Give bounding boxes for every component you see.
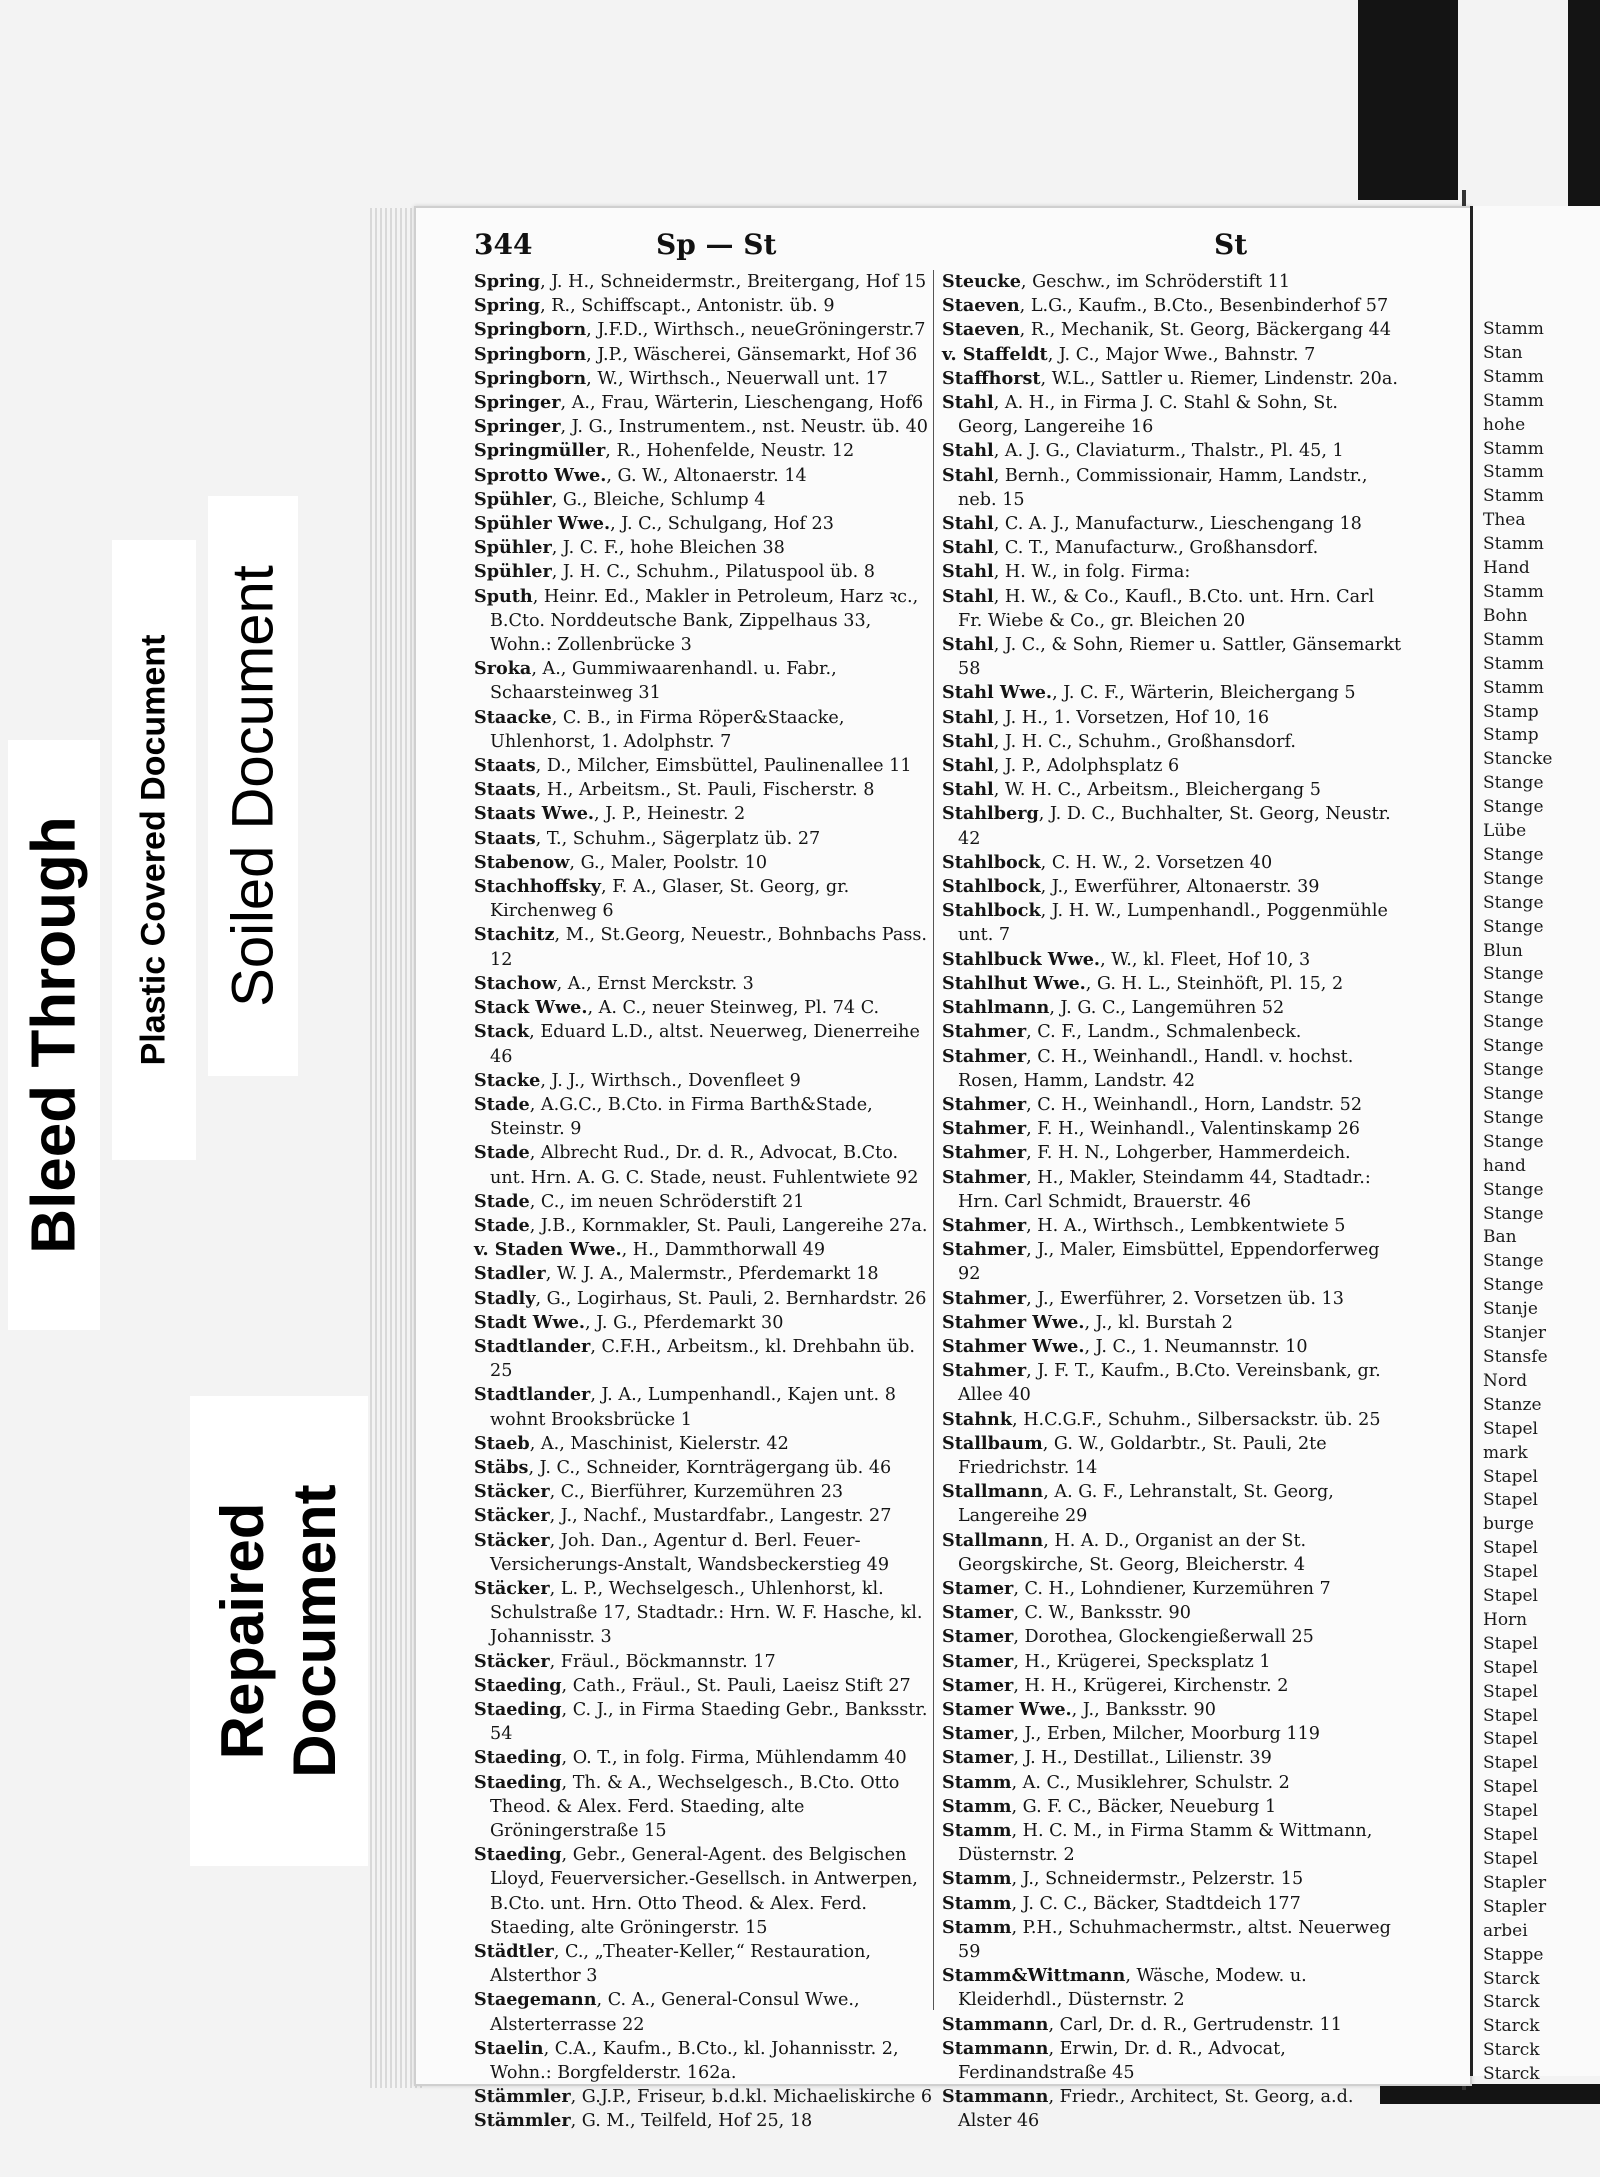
next-page-entry: Stamp [1483,725,1539,746]
directory-entry: Staeven, R., Mechanik, St. Georg, Bäckergang 44 [942,319,1392,341]
directory-entry: Stäcker, Fräul., Böckmannstr. 17 [474,1650,776,1672]
directory-entry: Sroka, A., Gummiwaarenhandl. u. Fabr., Schaarsteinweg 31 [474,658,837,704]
next-page-entry: Stamm [1483,629,1544,650]
directory-entry: Staats, H., Arbeitsm., St. Pauli, Fischerstr. 8 [474,779,875,801]
next-page-entry: Stange [1483,1275,1544,1296]
directory-entry: Stahl, C. T., Manufacturw., Großhansdorf. [942,537,1319,559]
next-page-entry: Stange [1483,1107,1544,1128]
directory-entry: Stamer, H., Krügerei, Specksplatz 1 [942,1650,1271,1672]
directory-entry: Stahmer, J., Maler, Eimsbüttel, Eppendorferweg 92 [942,1239,1380,1285]
next-page-entry: Stange [1483,1036,1544,1057]
directory-entry: Stahmer, C. H., Weinhandl., Handl. v. hochst. Rosen, Hamm, Landstr. 42 [942,1045,1354,1091]
next-page-entry: Stamm [1483,677,1544,698]
directory-entry: Stämmler, G. M., Teilfeld, Hof 25, 18 [474,2110,813,2132]
next-page-entry: Stange [1483,892,1544,913]
next-page-entry: Stapel [1483,1849,1538,1869]
next-page-entry: Stange [1483,988,1544,1009]
next-page-entry: Thea [1483,510,1526,531]
directory-entry: Stamer, C. W., Banksstr. 90 [942,1602,1191,1624]
directory-entry: Stachitz, M., St.Georg, Neuestr., Bohnbachs Pass. 12 [474,924,927,970]
directory-entry: Spring, R., Schiffscapt., Antonistr. üb. 9 [474,295,835,317]
directory-entry: Stahl, J. H. C., Schuhm., Großhansdorf. [942,730,1297,752]
next-page-entry: Stanjer [1483,1323,1547,1344]
next-page-entry: Stansfe [1483,1346,1548,1367]
label-repaired-text: Repaired Document [209,1484,348,1778]
next-page-entry: Stamm [1483,366,1544,387]
directory-entry: Stahlmann, J. G. C., Langemühren 52 [942,997,1285,1019]
directory-entry: Stahl, A. J. G., Claviaturm., Thalstr., Pl. 45, 1 [942,440,1344,462]
directory-entry: Stahmer, J., Ewerführer, 2. Vorsetzen üb. 13 [942,1287,1344,1309]
next-page-entry: mark [1483,1442,1528,1463]
directory-entry: Spring, J. H., Schneidermstr., Breitergang, Hof 15 [474,271,927,292]
next-page-entry: Stan [1483,342,1523,363]
directory-entry: Staelin, C.A., Kaufm., B.Cto., kl. Johannisstr. 2, Wohn.: Borgfelderstr. 162a. [474,2037,899,2084]
directory-entry: Springer, J. G., Instrumentem., nst. Neustr. üb. 40 [474,416,928,438]
next-page-entry: Horn [1483,1609,1528,1630]
next-page-entry: Starck [1483,2016,1540,2037]
next-page-entry: Stappe [1483,1944,1544,1965]
directory-entry: Stabenow, G., Maler, Poolstr. 10 [474,851,768,873]
next-page-entry: burge [1483,1514,1534,1535]
next-page-entry: Stange [1483,1012,1544,1033]
next-page-entry: Stange [1483,844,1544,865]
next-page-entry: Stange [1483,868,1544,889]
directory-page [414,206,1472,2132]
directory-entry: Stahl, J. C., & Sohn, Riemer u. Sattler, Gänsemarkt 58 [942,634,1402,680]
next-page-entry: Stapel [1483,1490,1538,1511]
directory-entry: Steucke, Geschw., im Schröderstift 11 [942,271,1291,292]
next-page-entry: Stapel [1483,1586,1538,1607]
directory-entry: Stahnk, H.C.G.F., Schuhm., Silbersackstr. üb. 25 [942,1408,1381,1430]
directory-entry: Stahmer, H., Makler, Steindamm 44, Stadtadr.: Hrn. Carl Schmidt, Brauerstr. 46 [942,1166,1371,1212]
directory-entry: Stadt Wwe., J. G., Pferdemarkt 30 [474,1311,784,1333]
next-page-entry: Stamm [1483,319,1544,339]
directory-entry: Springborn, J.F.D., Wirthsch., neueGröningerstr.7 [474,319,926,341]
directory-entry: Stahlbuck Wwe., W., kl. Fleet, Hof 10, 3 [942,948,1311,970]
directory-entry: Sputh, Heinr. Ed., Makler in Petroleum, Harz ꝛc., B.Cto. Norddeutsche Bank, Zippelhaus 33, Wohn.: Zollenbrücke 3 [474,585,919,656]
label-bleed-through [8,740,100,1330]
label-plastic-covered [112,540,196,1160]
page-header [474,228,1410,268]
directory-entry: Stachow, A., Ernst Merckstr. 3 [474,972,754,994]
next-page-entry: Stapel [1483,1825,1538,1846]
directory-entry: Stahl Wwe., J. C. F., Wärterin, Bleichergang 5 [942,682,1356,704]
label-repaired [190,1396,368,1866]
next-page-entry: Stange [1483,1251,1544,1272]
next-page-entry: Stange [1483,1084,1544,1104]
right-column-heading: St [1214,228,1248,261]
directory-entry: Staeding, Th. & A., Wechselgesch., B.Cto. Otto Theod. & Alex. Ferd. Staeding, alte Gröningerstraße 15 [474,1771,900,1841]
next-page-entry: Stapel [1483,1633,1538,1654]
directory-entry: Stadly, G., Logirhaus, St. Pauli, 2. Bernhardstr. 26 [474,1287,927,1309]
directory-entry: Stamer, J. H., Destillat., Lilienstr. 39 [942,1747,1272,1769]
next-page-entry: Stange [1483,773,1544,794]
directory-entry: Stahl, W. H. C., Arbeitsm., Bleichergang 5 [942,779,1321,801]
directory-entry: Stäcker, C., Bierführer, Kurzemühren 23 [474,1481,844,1503]
directory-entry: Stahmer, H. A., Wirthsch., Lembkentwiete 5 [942,1214,1346,1236]
next-page-entry: Stapel [1483,1729,1538,1750]
directory-entry: Stachhoffsky, F. A., Glaser, St. Georg, gr. Kirchenweg 6 [474,876,850,922]
directory-entry: Stammann, Carl, Dr. d. R., Gertrudenstr. 11 [942,2013,1342,2035]
directory-entry: Stahl, Bernh., Commissionair, Hamm, Landstr., neb. 15 [942,464,1368,510]
next-page-entry: Stange [1483,1179,1544,1200]
directory-entry: Städtler, C., „Theater-Keller,“ Restauration, Alsterthor 3 [474,1941,871,1987]
directory-entry: Stade, J.B., Kornmakler, St. Pauli, Langereihe 27a. [474,1214,928,1236]
directory-entry: Stamm, J. C. C., Bäcker, Stadtdeich 177 [942,1892,1301,1914]
dark-strip-top [1358,0,1458,200]
directory-entry: Sprotto Wwe., G. W., Altonaerstr. 14 [474,464,807,486]
next-page-entry: Stapel [1483,1466,1538,1487]
directory-entry: Staffhorst, W.L., Sattler u. Riemer, Lindenstr. 20a. [942,367,1398,389]
directory-entry: Staegemann, C. A., General-Consul Wwe., Alsterterrasse 22 [474,1989,860,2035]
directory-entry: Stahl, H. W., & Co., Kaufl., B.Cto. unt. Hrn. Carl Fr. Wiebe & Co., gr. Bleichen 20 [942,585,1375,631]
next-page-entry: Stamm [1483,653,1544,674]
directory-entry: Spühler Wwe., J. C., Schulgang, Hof 23 [474,513,834,535]
directory-entry: Springborn, J.P., Wäscherei, Gänsemarkt, Hof 36 [474,343,918,365]
directory-entry: Staeven, L.G., Kaufm., B.Cto., Besenbinderhof 57 [942,295,1389,317]
directory-entry: Spühler, G., Bleiche, Schlump 4 [474,488,766,510]
directory-entry: Stahlhut Wwe., G. H. L., Steinhöft, Pl. 15, 2 [942,972,1344,994]
label-plastic-covered-text: Plastic Covered Document [134,634,173,1066]
next-page-entry: Stange [1483,797,1544,818]
directory-entry: Staeding, Gebr., General-Agent. des Belgischen Lloyd, Feuerversicher.-Gesellsch. in Antwerpen, B.Cto. unt. Hrn. Otto Theod. & Alex. Ferd. Staeding, alte Gröningerstr. 15 [474,1844,918,1938]
directory-entry: Stäcker, J., Nachf., Mustardfabr., Langestr. 27 [474,1505,892,1527]
label-soiled [208,496,298,1076]
next-page-entry: Lübe [1483,821,1527,842]
page-range: Sp — St [656,228,777,261]
directory-entry: Stacke, J. J., Wirthsch., Dovenfleet 9 [474,1069,801,1091]
directory-entry: Stade, A.G.C., B.Cto. in Firma Barth&Stade, Steinstr. 9 [474,1093,873,1140]
next-page-entry: Starck [1483,2040,1540,2061]
directory-entry: Springborn, W., Wirthsch., Neuerwall unt. 17 [474,367,888,389]
directory-entry: Stahl, C. A. J., Manufacturw., Lieschengang 18 [942,513,1362,535]
directory-entry: Stahlbock, J. H. W., Lumpenhandl., Poggenmühle unt. 7 [942,900,1388,946]
directory-entry: Stadler, W. J. A., Malermstr., Pferdemarkt 18 [474,1263,879,1285]
next-page-entry: Stamm [1483,438,1544,459]
next-page-entry: Stange [1483,1203,1544,1224]
next-page-entry: arbei [1483,1920,1528,1941]
directory-entry: Stallmann, H. A. D., Organist an der St. Georgskirche, St. Georg, Bleicherstr. 4 [942,1529,1307,1575]
directory-entry: Stamm, G. F. C., Bäcker, Neueburg 1 [942,1795,1277,1817]
directory-entry: Stamer, Dorothea, Glockengießerwall 25 [942,1626,1314,1648]
directory-entry: Stamm, P.H., Schuhmachermstr., altst. Neuerweg 59 [942,1916,1391,1963]
directory-entry: Stack, Eduard L.D., altst. Neuerweg, Dienerreihe 46 [474,1021,920,1067]
directory-entry: Stack Wwe., A. C., neuer Steinweg, Pl. 74 C. [474,997,880,1019]
next-page-entry: Starck [1483,1968,1540,1989]
next-page-entry: Blun [1483,940,1523,961]
directory-entry: Spühler, J. C. F., hohe Bleichen 38 [474,537,785,559]
directory-entry: Stäbs, J. C., Schneider, Kornträgergang üb. 46 [474,1456,892,1478]
directory-entry: Staats, T., Schuhm., Sägerplatz üb. 27 [474,827,821,849]
directory-entry: Stamm, J., Schneidermstr., Pelzerstr. 15 [942,1868,1304,1890]
directory-entry: Stämmler, G.J.P., Friseur, b.d.kl. Michaeliskirche 6 [474,2086,933,2108]
directory-entry: Staacke, C. B., in Firma Röper&Staacke, Uhlenhorst, 1. Adolphstr. 7 [474,706,845,752]
directory-entry: v. Staden Wwe., H., Dammthorwall 49 [474,1239,826,1261]
directory-entry: Stamer Wwe., J., Banksstr. 90 [942,1698,1216,1720]
next-page-entry: hand [1483,1155,1526,1176]
directory-entry: Stahmer, F. H. N., Lohgerber, Hammerdeich. [942,1142,1351,1164]
next-page-entry: Stapel [1483,1753,1538,1774]
directory-entry: Spühler, J. H. C., Schuhm., Pilatuspool üb. 8 [474,561,875,583]
next-page-entry: Stapel [1483,1777,1538,1798]
next-page-entry: Stapel [1483,1562,1538,1583]
directory-entry: Stahmer, F. H., Weinhandl., Valentinskamp 26 [942,1118,1360,1140]
next-page-entry: Stanje [1483,1299,1538,1320]
directory-entry: Stade, Albrecht Rud., Dr. d. R., Advocat, B.Cto. unt. Hrn. A. G. C. Stade, neust. Fuhlentwiete 92 [474,1142,919,1188]
next-page-entry: Stamm [1483,581,1544,602]
directory-entry: Staeb, A., Maschinist, Kielerstr. 42 [474,1432,789,1454]
directory-entry: Stamm, H. C. M., in Firma Stamm & Wittmann, Düsternstr. 2 [942,1820,1373,1866]
directory-entry: Stade, C., im neuen Schröderstift 21 [474,1190,805,1212]
directory-entry: Stahlberg, J. D. C., Buchhalter, St. Georg, Neustr. 42 [942,803,1391,849]
next-page-entry: Bohn [1483,605,1528,626]
label-soiled-text: Soiled Document [220,565,286,1007]
directory-entry: Stadtlander, C.F.H., Arbeitsm., kl. Drehbahn üb. 25 [474,1335,916,1382]
directory-entry: Stäcker, L. P., Wechselgesch., Uhlenhorst, kl. Schulstraße 17, Stadtadr.: Hrn. W. F. Hasche, kl. Johannisstr. 3 [474,1577,923,1648]
directory-entry: Stahlbock, J., Ewerführer, Altonaerstr. 39 [942,876,1320,898]
directory-entry: Stadtlander, J. A., Lumpenhandl., Kajen unt. 8 wohnt Brooksbrücke 1 [474,1384,896,1430]
directory-entry: Staats, D., Milcher, Eimsbüttel, Paulinenallee 11 [474,755,912,777]
next-page-entry: Stapler [1483,1896,1547,1917]
dark-strip-right [1568,0,1600,210]
next-page-entry: Stange [1483,1131,1544,1152]
next-page-entry: Stange [1483,964,1544,985]
directory-entry: v. Staffeldt, J. C., Major Wwe., Bahnstr. 7 [942,343,1316,365]
next-page-fragment [1470,206,1600,2085]
directory-entry: Stamm, A. C., Musiklehrer, Schulstr. 2 [942,1771,1290,1793]
directory-entry: Stamer, C. H., Lohndiener, Kurzemühren 7 [942,1577,1331,1599]
directory-entry: Stamm&Wittmann, Wäsche, Modew. u. Kleiderhdl., Düsternstr. 2 [942,1965,1307,2011]
left-column [474,270,934,2134]
directory-entry: Stahmer, C. F., Landm., Schmalenbeck. [942,1021,1302,1043]
directory-entry: Stahmer Wwe., J., kl. Burstah 2 [942,1311,1233,1333]
directory-entry: Stahlbock, C. H. W., 2. Vorsetzen 40 [942,851,1273,873]
next-page-entry: Stapel [1483,1705,1538,1726]
directory-entry: Staeding, Cath., Fräul., St. Pauli, Laeisz Stift 27 [474,1674,911,1696]
next-page-entry: Starck [1483,2064,1540,2085]
next-page-entry: Stapel [1483,1538,1538,1559]
directory-entry: Staeding, O. T., in folg. Firma, Mühlendamm 40 [474,1747,907,1769]
next-page-entry: Stamm [1483,486,1544,507]
directory-entry: Stamer, J., Erben, Milcher, Moorburg 119 [942,1723,1320,1745]
directory-entry: Stahl, A. H., in Firma J. C. Stahl & Sohn, St. Georg, Langereihe 16 [942,392,1338,438]
directory-entry: Stahl, J. H., 1. Vorsetzen, Hof 10, 16 [942,706,1270,728]
directory-entry: Stammann, Erwin, Dr. d. R., Advocat, Ferdinandstraße 45 [942,2037,1286,2084]
directory-entry: Stamer, H. H., Krügerei, Kirchenstr. 2 [942,1674,1289,1696]
directory-entry: Stahmer, J. F. T., Kaufm., B.Cto. Vereinsbank, gr. Allee 40 [942,1360,1381,1406]
directory-entry: Stahmer Wwe., J. C., 1. Neumannstr. 10 [942,1335,1308,1357]
directory-entry: Staeding, C. J., in Firma Staeding Gebr., Banksstr. 54 [474,1698,928,1745]
right-column [942,270,1402,2134]
next-page-entry: Stamm [1483,462,1544,483]
next-page-entry: Starck [1483,1992,1540,2013]
directory-entry: Staats Wwe., J. P., Heinestr. 2 [474,803,746,825]
next-page-entry: Stamp [1483,701,1539,722]
directory-entry: Springmüller, R., Hohenfelde, Neustr. 12 [474,440,855,462]
directory-entry: Stammann, Friedr., Architect, St. Georg, a.d. Alster 46 [942,2086,1354,2132]
next-page-entry: Stamm [1483,390,1544,411]
page-number: 344 [474,228,533,261]
directory-entry: Stahmer, C. H., Weinhandl., Horn, Landstr. 52 [942,1093,1363,1115]
directory-entry: Stäcker, Joh. Dan., Agentur d. Berl. Feuer-Versicherungs-Anstalt, Wandsbeckerstieg 49 [474,1529,890,1575]
next-page-column [1483,318,1600,2087]
directory-entry: Stallbaum, G. W., Goldarbtr., St. Pauli, 2te Friedrichstr. 14 [942,1432,1327,1478]
directory-entry: Stahl, J. P., Adolphsplatz 6 [942,755,1180,777]
next-page-entry: Stapel [1483,1418,1538,1439]
directory-entry: Springer, A., Frau, Wärterin, Lieschengang, Hof6 [474,392,924,414]
next-page-entry: Hand [1483,558,1530,579]
label-bleed-through-text: Bleed Through [19,816,89,1254]
next-page-entry: Stange [1483,916,1544,937]
next-page-entry: Stapel [1483,1657,1538,1678]
next-page-entry: hohe [1483,414,1526,435]
next-page-entry: Stanze [1483,1394,1542,1415]
directory-entry: Stallmann, A. G. F., Lehranstalt, St. Georg, Langereihe 29 [942,1481,1334,1527]
directory-entry: Stahl, H. W., in folg. Firma: [942,561,1191,583]
next-page-entry: Stange [1483,1060,1544,1081]
next-page-entry: Stamm [1483,534,1544,555]
next-page-entry: Stapler [1483,1872,1547,1893]
next-page-entry: Stancke [1483,749,1553,770]
next-page-entry: Ban [1483,1227,1517,1248]
next-page-entry: Nord [1483,1370,1528,1391]
next-page-entry: Stapel [1483,1801,1538,1822]
next-page-entry: Stapel [1483,1681,1538,1702]
